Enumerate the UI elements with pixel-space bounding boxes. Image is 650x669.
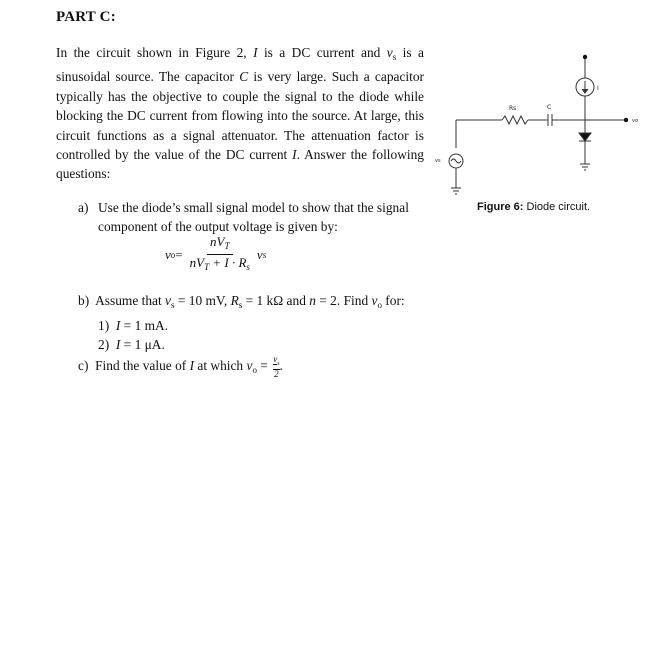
- top-node-dot: [583, 55, 587, 59]
- question-b: b) Assume that $v_s = 10$ mV, $R_s = 1$ kΩ and n = 2. Find $v_o$ for:: [78, 293, 405, 310]
- diode-circuit-figure: [430, 40, 645, 210]
- label-vs: vs: [435, 158, 441, 164]
- label-rs: Rs: [509, 105, 517, 112]
- intro-paragraph: In the circuit shown in Figure 2, I is a DC current and $v_s$ is a sinusoidal source. The capacitor C is very large. Such a capacitor typically has the objective to couple the signal to the diode while blocking the DC current from flowing into the source. At large, this circuit functions as a signal attenuator. The attenuation factor is controlled by the value of the DC current I. Answer the following questions:: [56, 45, 424, 182]
- questions-b-c: [78, 291, 405, 380]
- question-a-marker: a): [78, 200, 89, 215]
- part-heading: PART C:: [56, 9, 116, 25]
- output-voltage-formula: v o = $\frac{nV_T}{nV_T + I \cdot R_s}$ v s: [165, 234, 267, 272]
- question-b2: 2) I = 1 μA.: [98, 337, 165, 353]
- resistor-symbol: [502, 116, 528, 124]
- output-node-dot: [624, 118, 628, 122]
- label-vo: vo: [632, 118, 639, 124]
- figure-caption: Figure 6: Diode circuit.: [477, 201, 591, 213]
- question-a-text: Use the diode’s small signal model to show that the signal component of the output voltage is given by:: [98, 200, 409, 235]
- question-c: c) Find the value of I at which $v_o$ = $\frac{v_s}{2}$ .: [78, 353, 283, 379]
- label-i: I: [597, 85, 599, 92]
- question-b1: 1) I = 1 mA.: [98, 317, 169, 333]
- diode-symbol: [579, 133, 591, 141]
- label-c: C: [547, 104, 552, 111]
- vs-over-2-fraction: $\frac{v_s}{2}$: [273, 353, 280, 379]
- question-a: [78, 198, 428, 237]
